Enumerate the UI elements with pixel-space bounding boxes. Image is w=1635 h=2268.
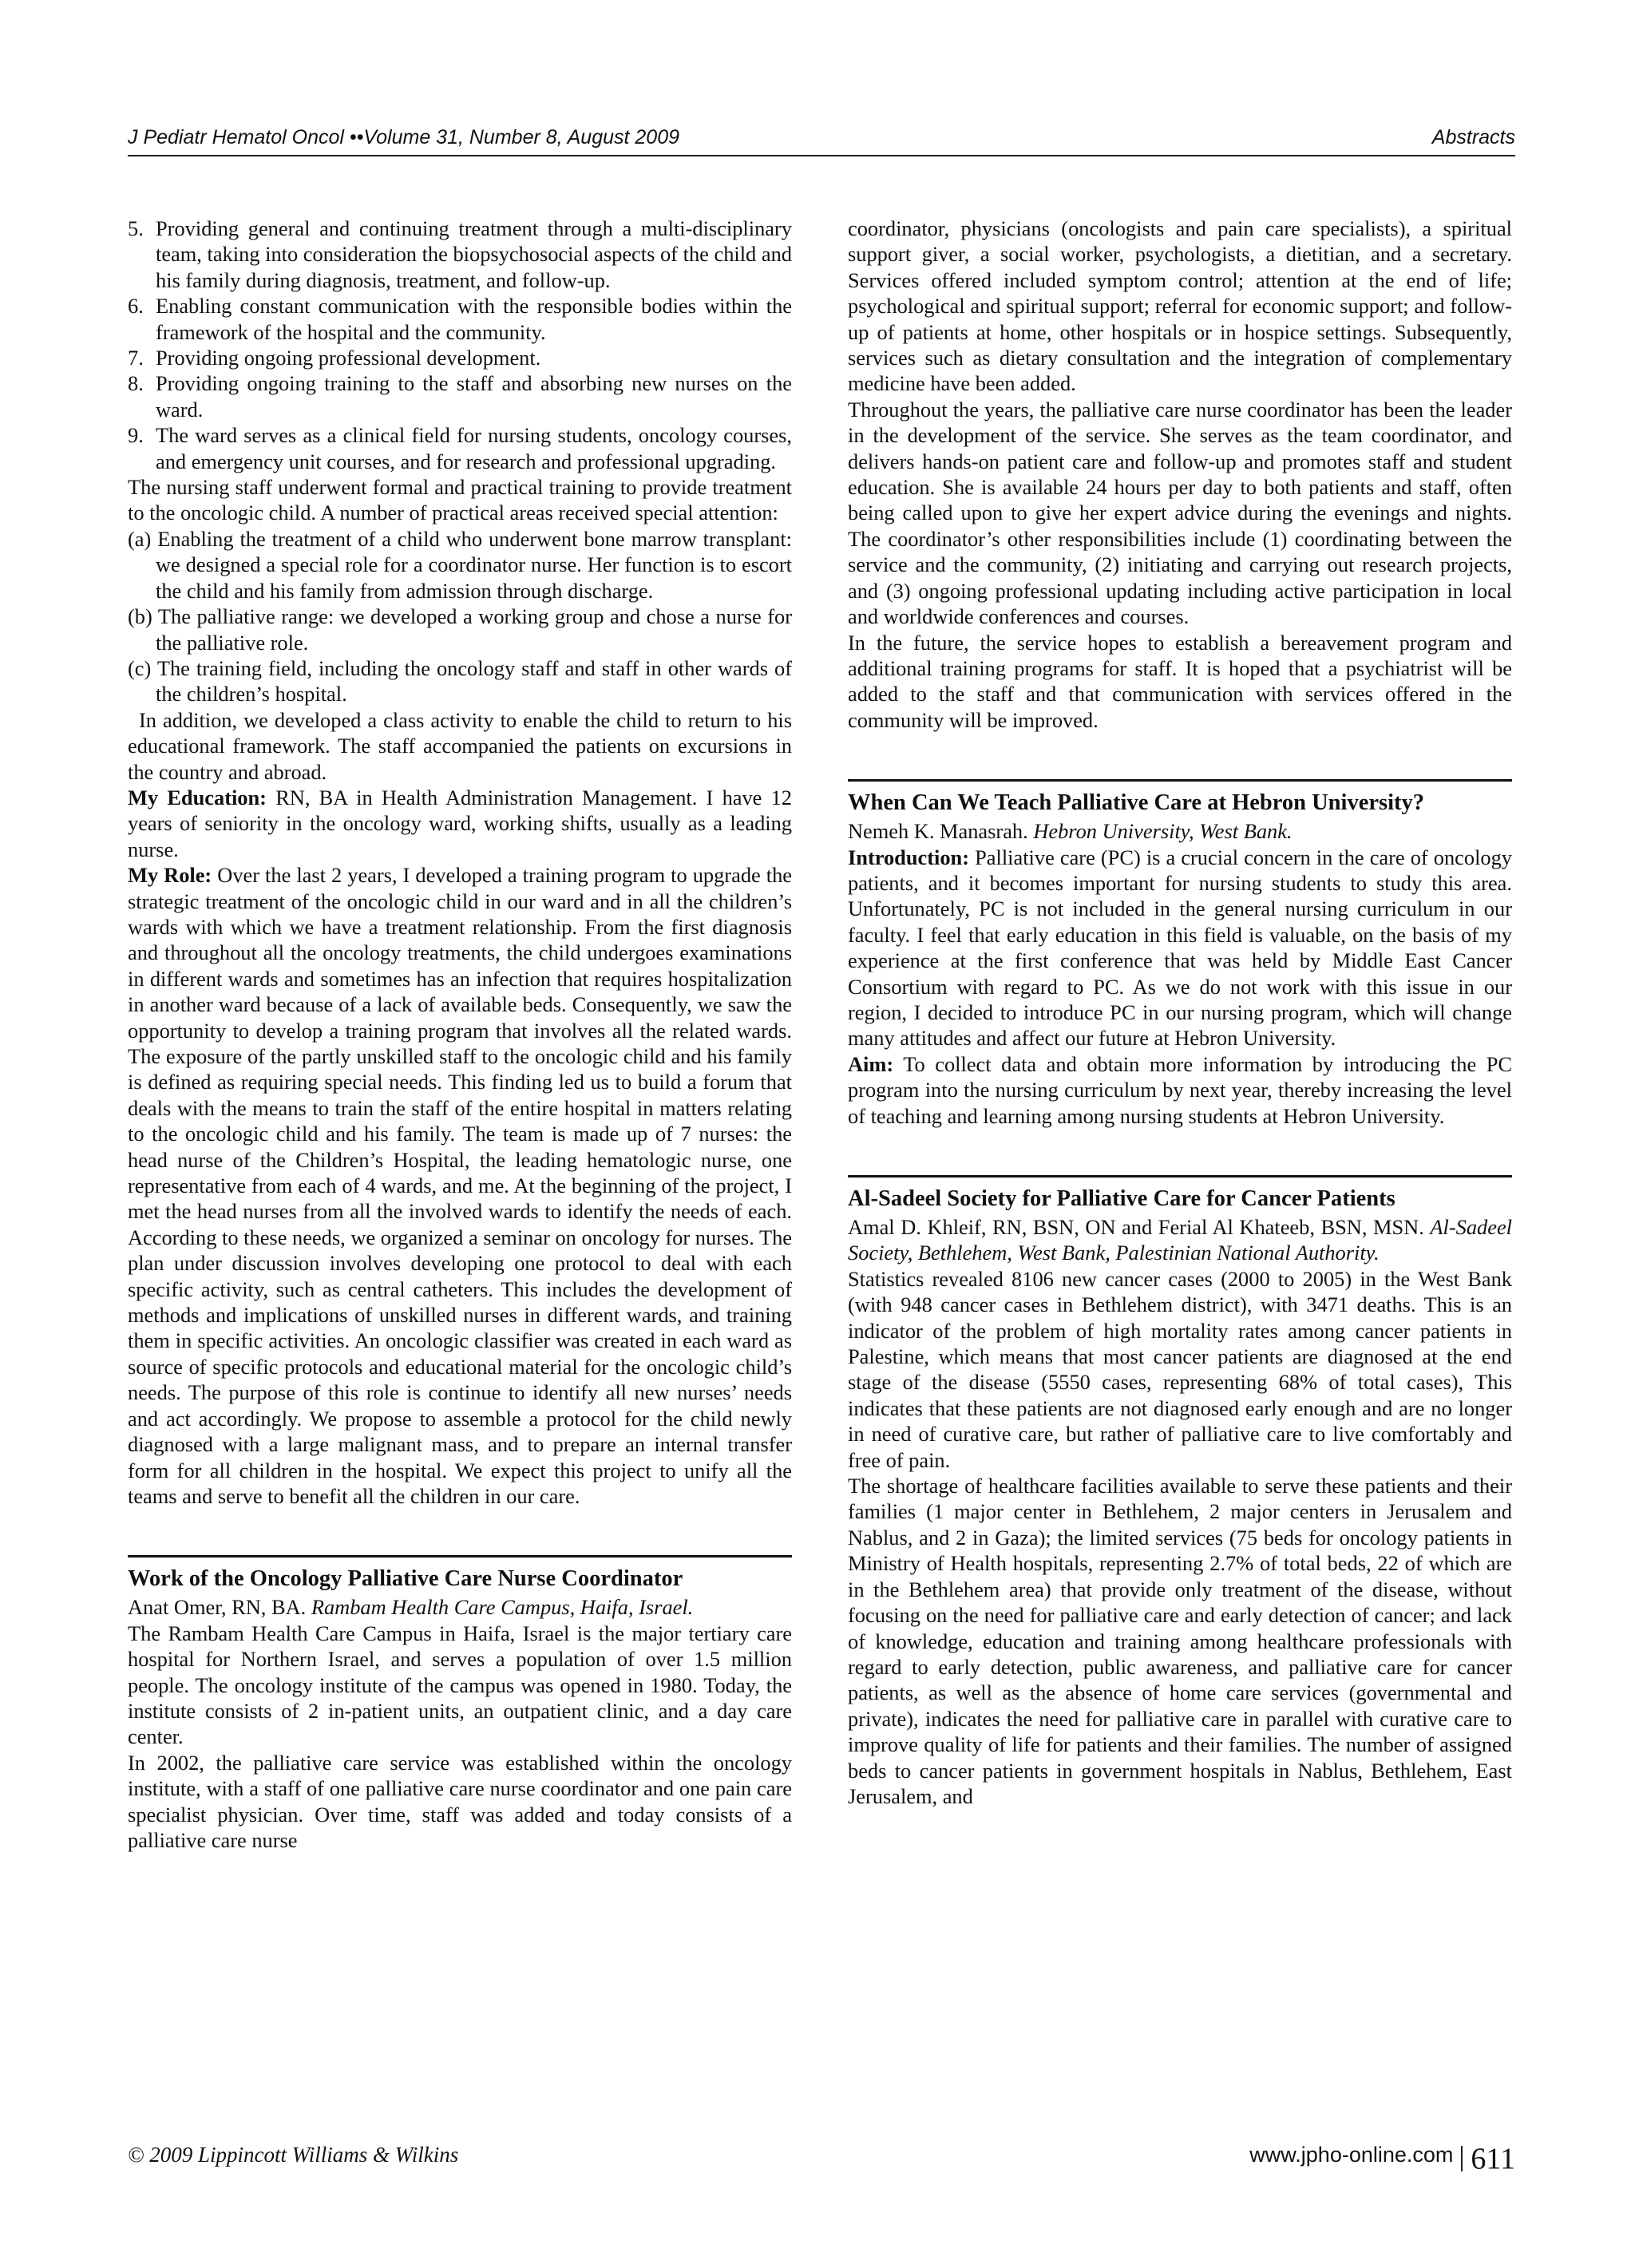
list-item: (b) The palliative range: we developed a working group and chose a nurse for the palliative role. <box>128 604 792 655</box>
section-name: Abstracts <box>1431 126 1515 148</box>
class-activity-paragraph: In addition, we developed a class activity to enable the child to return to his educational framework. The staff accompanied the patients on excursions in the country and abroad. <box>128 707 792 784</box>
abstract-paragraph: The shortage of healthcare facilities available to serve these patients and their families (1 major center in Bethlehem, 2 major centers in Jerusalem and Nablus, and 2 in Gaza); the limited services (75 beds for oncology patients in Ministry of Health hospitals, representing 2.7% of total beds, 22 of which are in the Bethlehem area) that provide only treatment of the disease, without focusing on the need for palliative care and early detection of cancer; and lack of knowledge, education and training among healthcare professionals with regard to early detection, public awareness, and palliative care for cancer patients, as well as the absence of home care services (governmental and private), indicates the need for palliative care in parallel with curative care to improve quality of life for patients and their families. The number of assigned beds to cancer patients in government hospitals in Nablus, Bethlehem, East Jerusalem, and <box>848 1474 1512 1808</box>
list-item: (c) The training field, including the oncology staff and staff in other wards of the children’s hospital. <box>128 655 792 707</box>
abstract-paragraph: In 2002, the palliative care service was established within the oncology institute, with a staff of one palliative care nurse coordinator and one pain care specialist physician. Over time, staff was added and today consists of a palliative care nurse <box>128 1750 792 1852</box>
journal-citation: J Pediatr Hematol Oncol ••Volume 31, Number 8, August 2009 <box>128 126 680 148</box>
abstract-al-sadeel-society <box>848 1175 1512 1809</box>
page-footer <box>128 2138 1515 2176</box>
education-label: My Education: <box>128 785 267 809</box>
abstract-title: When Can We Teach Palliative Care at Hebron University? <box>848 790 1425 816</box>
list-item: 6. Enabling constant communication with the responsible bodies within the framework of the hospital and the community. <box>128 294 792 344</box>
continued-paragraph: coordinator, physicians (oncologists and pain care specialists), a spiritual support giver, a social worker, psychologists, a dietitian, and a secretary. Services offered included symptom control; attention at the end of life; psychological and spiritual support; referral for economic support; and follow-up of patients at home, other hospitals or in hospice settings. Subsequently, services such as dietary consultation and the integration of complementary medicine have been added. <box>848 216 1512 396</box>
abstract-nurse-coordinator <box>128 1555 792 1853</box>
lettered-list <box>128 526 792 707</box>
copyright-notice: © 2009 Lippincott Williams & Wilkins <box>128 2143 459 2167</box>
role-paragraph: My Role: Over the last 2 years, I developed a training program to upgrade the strategic treatment of the oncologic child in our ward and in all the children’s wards with which we have a treatment relationship. From the first diagnosis and throughout all the oncology treatments, the child undergoes examinations in different wards and sometimes has an infection that requires hospitalization in another ward because of a lack of available beds. Consequently, we saw the opportunity to develop a training program that involves all the related wards. The exposure of the partly unskilled staff to the oncologic child and his family is defined as requiring special needs. This finding led us to build a forum that deals with the means to train the staff of the entire hospital in matters relating to the oncologic child and his family. The team is made up of 7 nurses: the head nurse of the Children’s Hospital, the leading hematologic nurse, one representative from each of 4 wards, and me. At the beginning of the project, I met the head nurses from all the involved wards to identify the needs of each. According to these needs, we organized a seminar on oncology for nurses. The plan under discussion involves developing one protocol to deal with each specific activity, such as central catheters. This includes the development of methods and implications of unskilled nurses in different wards, and training them in specific activities. An oncologic classifier was created in each ward as source of specific protocols and educational material for the oncologic child’s needs. The purpose of this role is continue to identify all new nurses’ needs and act accordingly. We propose to assemble a protocol for the child newly diagnosed with a large malignant mass, and to prepare an internal transfer form for all children in the hospital. We expect this project to unify all the teams and serve to benefit all the children in our care. <box>128 863 792 1508</box>
list-item: 5. Providing general and continuing treatment through a multi-disciplinary team, taking into consideration the biopsychosocial aspects of the child and his family during diagnosis, treatment, and follow-up. <box>128 216 792 292</box>
list-item: 7. Providing ongoing professional development. <box>128 346 541 370</box>
footer-right <box>1249 2138 1515 2175</box>
education-paragraph: My Education: RN, BA in Health Administration Management. I have 12 years of seniority in the oncology ward, working shifts, usually as a leading nurse. <box>128 785 792 861</box>
role-label: My Role: <box>128 863 212 888</box>
running-header <box>128 120 1515 156</box>
abstract-paragraph: The Rambam Health Care Campus in Haifa, Israel is the major tertiary care hospital for Northern Israel, and serves a population of over 1.5 million people. The oncology institute of the campus was opened in 1980. Today, the institute consists of 2 in-patient units, an outpatient clinic, and a day care center. <box>128 1621 792 1749</box>
abstract-paragraph: Statistics revealed 8106 new cancer cases (2000 to 2005) in the West Bank (with 948 cancer cases in Bethlehem district), with 3471 deaths. This is an indicator of the problem of high mortality rates among cancer patients in Palestine, which means that most cancer patients are diagnosed at the end stage of the disease (5550 cases, representing 68% of total cases), This indicates that these patients are not diagnosed early enough and are no longer in need of curative care, but rather of palliative care to live comfortably and free of pain. <box>848 1266 1512 1472</box>
right-column <box>848 216 1512 2108</box>
abstract-byline: Amal D. Khleif, RN, BSN, ON and Ferial Al Khateeb, BSN, MSN. Al-Sadeel Society, Bethlehem, West Bank, Palestinian National Authority. <box>848 1215 1512 1265</box>
footer-divider <box>1461 2146 1463 2171</box>
training-intro: The nursing staff underwent formal and practical training to provide treatment to the oncologic child. A number of practical areas received special attention: <box>128 475 792 525</box>
abstract-paragraph: Throughout the years, the palliative care nurse coordinator has been the leader in the development of the service. She serves as the team coordinator, and delivers hands-on patient care and follow-up and promotes staff and student education. She is available 24 hours per day to both patients and staff, often being called upon to give her expert advice during the evenings and nights. The coordinator’s other responsibilities include (1) coordinating between the service and the community, (2) initiating and carrying out research projects, and (3) ongoing professional updating including active participation in local and worldwide conferences and courses. <box>848 397 1512 629</box>
list-item: 9. The ward serves as a clinical field for nursing students, oncology courses, and emergency unit courses, and for research and professional upgrading. <box>128 423 792 473</box>
aim-paragraph: Aim: To collect data and obtain more information by introducing the PC program into the nursing curriculum by next year, thereby increasing the level of teaching and learning among nursing students at Hebron University. <box>848 1051 1512 1128</box>
list-item: 8. Providing ongoing training to the staff and absorbing new nurses on the ward. <box>128 371 792 422</box>
introduction-paragraph: Introduction: Palliative care (PC) is a crucial concern in the care of oncology patients, and it becomes important for nursing students to study this area. Unfortunately, PC is not included in the general nursing curriculum in our faculty. I feel that early education in this field is valuable, on the basis of my experience at the first conference that was held by Middle East Cancer Consortium with regard to PC. As we do not work with this issue in our region, I decided to introduce PC in our nursing program, which will change many attitudes and affect our future at Hebron University. <box>848 845 1512 1051</box>
abstract-hebron-university <box>848 779 1512 1129</box>
abstract-paragraph: In the future, the service hopes to establish a bereavement program and additional training programs for staff. It is hoped that a psychiatrist will be added to the staff and that communication with services offered in the community will be improved. <box>848 630 1512 732</box>
abstract-byline: Nemeh K. Manasrah. Hebron University, West Bank. <box>848 819 1293 844</box>
left-column <box>128 216 792 2108</box>
abstract-title: Al-Sadeel Society for Palliative Care for Cancer Patients <box>848 1186 1395 1211</box>
list-item: (a) Enabling the treatment of a child who underwent bone marrow transplant: we designed a special role for a coordinator nurse. Her function is to escort the child and his family from admission through discharge. <box>128 526 792 603</box>
abstract-title: Work of the Oncology Palliative Care Nurse Coordinator <box>128 1566 683 1592</box>
numbered-list <box>128 216 792 474</box>
page-number: 611 <box>1471 2142 1515 2176</box>
abstract-byline: Anat Omer, RN, BA. Rambam Health Care Campus, Haifa, Israel. <box>128 1595 694 1620</box>
journal-website: www.jpho-online.com <box>1249 2143 1454 2167</box>
